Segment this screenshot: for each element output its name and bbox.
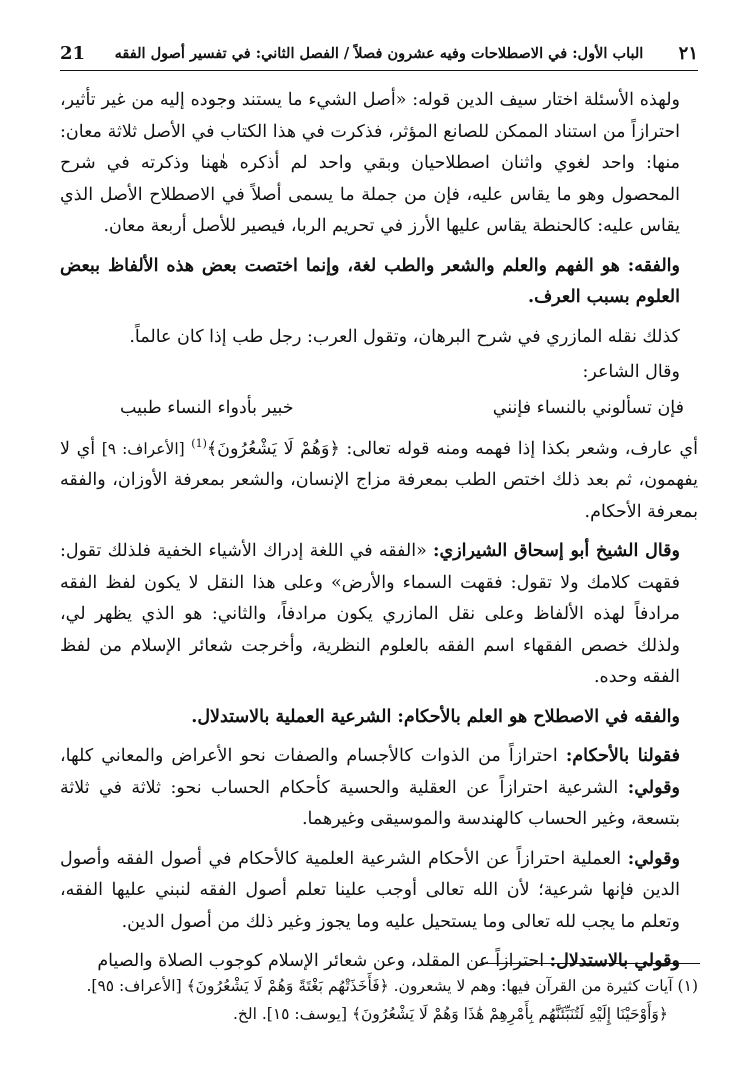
footnote-line: (١) آيات كثيرة من القرآن فيها: وهم لا يشعرون. ﴿فَأَخَذَتْهُم بَغْتَةً وَهُمْ لَا يَشْعُرُونَ﴾ [الأعراف: ٩٥]. [86, 977, 698, 995]
paragraph [60, 536, 698, 694]
poem-verse [60, 393, 698, 425]
page-number-latin: 21 [60, 42, 86, 64]
paragraph: وقال الشاعر: [582, 362, 680, 382]
paragraph-text: الشرعية احترازاً عن العقلية والحسية كأحكام الحساب نحو: ثلاثة في ثلاثة بتسعة، وغير الحساب كالهندسة والموسيقى وغيرهما. [60, 777, 680, 830]
footnote-line: ﴿وَأَوْحَيْنَا إِلَيْهِ لَتُنَبِّئَنَّهُم بِأَمْرِهِمْ هَٰذَا وَهُمْ لَا يَشْعُرُونَ﴾ [يوسف: ١٥]. الخ. [232, 1005, 668, 1023]
bold-lead: وقال الشيخ أبو إسحاق الشيرازي: [433, 541, 680, 562]
paragraph-text: احترازاً عن المقلد، وعن شعائر الإسلام كوجوب الصلاة والصيام [97, 951, 545, 972]
paragraph-text: أي عارف، وشعر بكذا إذا فهمه ومنه قوله تعالى: ﴿وَهُمْ لَا يَشْعُرُونَ﴾ [206, 438, 698, 459]
paragraph [60, 428, 698, 528]
paragraph: ولهذه الأسئلة اختار سيف الدين قوله: «أصل الشيء ما يستند وجوده إليه من غير تأثير، احترازاً من استناد الممكن للصانع المؤثر، فذكرت في هذا الكتاب في الأصل ثلاثة معان: منها: واحد لغوي واثنان اصطلاحيان وبقي واحد لم أذكره هٰهنا وذكرته في شرح المحصول وهو ما يقاس عليه، فإن من جملة ما يسمى أصلاً في الاصطلاح الأصل الذي يقاس عليه: كالحنطة يقاس عليها الأرز في تحريم الربا، فيصير للأصل أربعة معان. [60, 90, 680, 236]
bold-lead: وقولي: [627, 848, 680, 869]
footnote-separator [480, 963, 700, 964]
page-number-arabic: ٢١ [678, 42, 698, 64]
quran-reference: [الأعراف: ٩] [101, 439, 185, 458]
footnote-marker: (1) [191, 437, 207, 450]
bold-lead: فقولنا بالأحكام: [565, 746, 680, 767]
paragraph-definition-fiqh: والفقه: هو الفهم والعلم والشعر والطب لغة، وإنما اختصت بعض هذه الألفاظ ببعض العلوم بسبب العرف. [60, 255, 680, 307]
paragraph-text: أي لا يفهمون، ثم بعد ذلك اختص الطب بمعرفة مزاج الإنسان، والشعر بمعرفة الأوزان، والفقه بمعرفة الأحكام. [60, 438, 698, 522]
bold-lead: وقولي بالاستدلال: [549, 951, 680, 972]
paragraph [60, 844, 698, 939]
main-text [60, 85, 698, 978]
paragraph-text: العملية احترازاً عن الأحكام الشرعية العلمية كالأحكام في أصول الفقه وأصول الدين فإنها شرعية؛ لأن الله تعالى أوجب علينا تعلم أصول الفقه لنبني عليها الفقه، وتعلم ما يجب لله تعالى وما يستحيل عليه وما يجوز وغير ذلك من أصول الدين. [60, 848, 680, 932]
running-title: الباب الأول: في الاصطلاحات وفيه عشرون فصلاً / الفصل الثاني: في تفسير أصول الفقه [114, 44, 644, 62]
paragraph-text: احترازاً من الذوات كالأجسام والصفات نحو الأعراض والمعاني كلها، [60, 746, 558, 767]
paragraph: كذلك نقله المازري في شرح البرهان، وتقول العرب: رجل طب إذا كان عالماً. [129, 326, 680, 347]
poem-hemistich: خبير بأدواء النساء طبيب [120, 397, 294, 418]
bold-lead: وقولي: [627, 777, 680, 798]
paragraph-text: «الفقه في اللغة إدراك الأشياء الخفية فلذلك تقول: فقهت كلامك ولا تقول: فقهت السماء والأرض» وعلى هذا النقل لا يكون لفظ الفقه مرادفاً لهذه الألفاظ وعلى نقل المازري يكون مرادفاً، والثاني: هو الذي يظهر لي، ولذلك خصص الفقهاء اسم الفقه بالعلوم النظرية، وأخرجت شعائر الإسلام من لفظ الفقه وحده. [60, 541, 680, 688]
book-page [60, 36, 698, 986]
paragraph [60, 741, 698, 836]
poem-hemistich: فإن تسألوني بالنساء فإنني [492, 397, 684, 418]
paragraph-definition-term: والفقه في الاصطلاح هو العلم بالأحكام: الشرعية العملية بالاستدلال. [191, 706, 680, 727]
page-header [60, 36, 698, 71]
footnotes [60, 972, 698, 1028]
